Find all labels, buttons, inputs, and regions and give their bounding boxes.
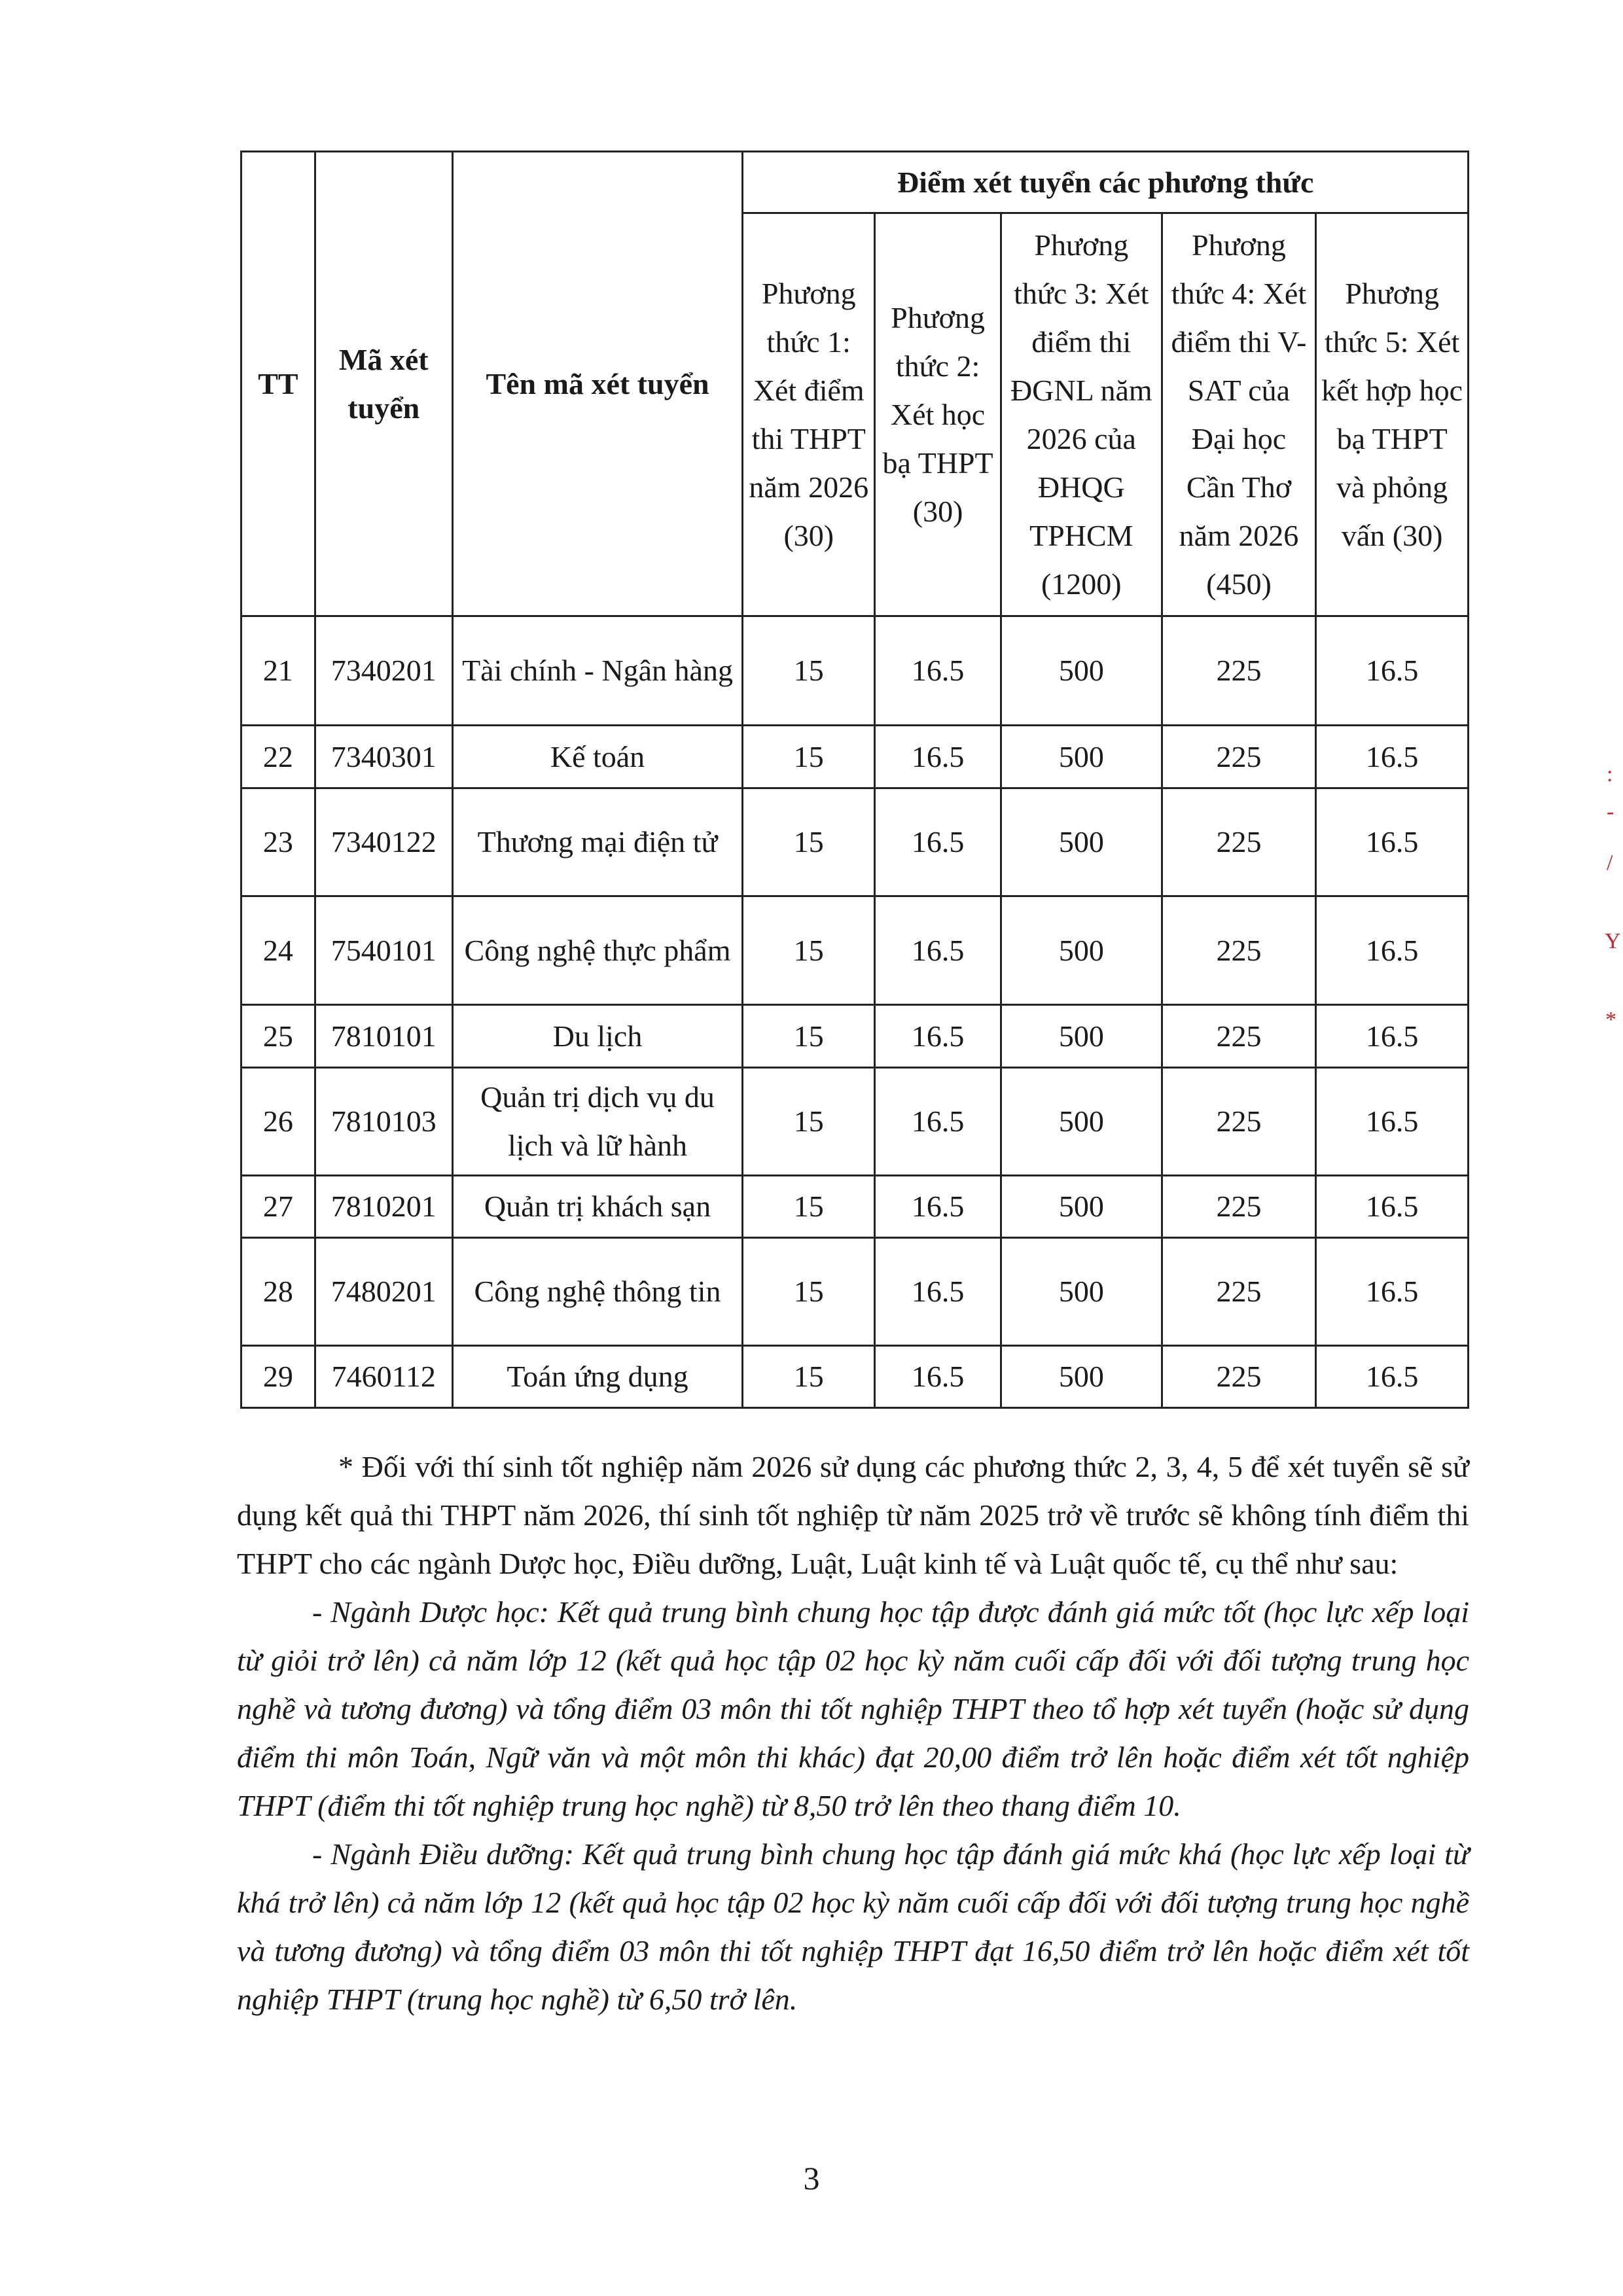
cell-tt: 28: [241, 1238, 315, 1346]
cell-p3: 500: [1001, 726, 1162, 788]
table-row: [241, 896, 1469, 1005]
cell-p2: 16.5: [875, 1068, 1001, 1176]
cell-p4: 225: [1162, 896, 1316, 1005]
header-method-3: Phương thức 3: Xét điểm thi ĐGNL năm 2026 của ĐHQG TPHCM (1200): [1001, 213, 1162, 616]
cell-p5: 16.5: [1316, 726, 1469, 788]
cell-ma: 7340201: [315, 616, 452, 726]
cell-p1: 15: [743, 1068, 875, 1176]
cell-p1: 15: [743, 1176, 875, 1238]
scan-mark-decoration: *: [1605, 1008, 1616, 1032]
notes-section: [237, 1443, 1469, 2024]
cell-p1: 15: [743, 616, 875, 726]
cell-ten: Quản trị khách sạn: [452, 1176, 743, 1238]
cell-p4: 225: [1162, 1068, 1316, 1176]
cell-p2: 16.5: [875, 788, 1001, 896]
cell-p2: 16.5: [875, 616, 1001, 726]
cell-ma: 7460112: [315, 1346, 452, 1408]
table-row: [241, 1176, 1469, 1238]
cell-ma: 7810201: [315, 1176, 452, 1238]
cell-p4: 225: [1162, 1005, 1316, 1068]
header-ten-ma-xet-tuyen: Tên mã xét tuyển: [452, 152, 743, 616]
cell-tt: 24: [241, 896, 315, 1005]
cell-p3: 500: [1001, 616, 1162, 726]
table-row: [241, 1346, 1469, 1408]
cell-p1: 15: [743, 1005, 875, 1068]
cell-p1: 15: [743, 1346, 875, 1408]
cell-p3: 500: [1001, 1346, 1162, 1408]
cell-p3: 500: [1001, 896, 1162, 1005]
cell-p5: 16.5: [1316, 788, 1469, 896]
cell-p3: 500: [1001, 1176, 1162, 1238]
cell-p5: 16.5: [1316, 1238, 1469, 1346]
cell-p2: 16.5: [875, 1238, 1001, 1346]
cell-p5: 16.5: [1316, 1068, 1469, 1176]
cell-ten: Toán ứng dụng: [452, 1346, 743, 1408]
header-tt: TT: [241, 152, 315, 616]
cell-p1: 15: [743, 896, 875, 1005]
cell-p5: 16.5: [1316, 1346, 1469, 1408]
cell-p2: 16.5: [875, 726, 1001, 788]
cell-p4: 225: [1162, 616, 1316, 726]
table-row: [241, 616, 1469, 726]
cell-tt: 23: [241, 788, 315, 896]
cell-ma: 7340122: [315, 788, 452, 896]
cell-p3: 500: [1001, 1068, 1162, 1176]
cell-p2: 16.5: [875, 1005, 1001, 1068]
admission-score-table: [240, 150, 1469, 1409]
cell-tt: 25: [241, 1005, 315, 1068]
header-method-4: Phương thức 4: Xét điểm thi V-SAT của Đại học Cần Thơ năm 2026 (450): [1162, 213, 1316, 616]
cell-p3: 500: [1001, 1238, 1162, 1346]
cell-ma: 7810101: [315, 1005, 452, 1068]
table-row: [241, 788, 1469, 896]
cell-ma: 7340301: [315, 726, 452, 788]
cell-ten: Kế toán: [452, 726, 743, 788]
page-number: 3: [803, 2160, 820, 2197]
notes-intro-paragraph: * Đối với thí sinh tốt nghiệp năm 2026 sử dụng các phương thức 2, 3, 4, 5 để xét tuyển sẽ sử dụng kết quả thi THPT năm 2026, thí sinh tốt nghiệp từ năm 2025 trở về trước sẽ không tính điểm thi THPT cho các ngành Dược học, Điều dưỡng, Luật, Luật kinh tế và Luật quốc tế, cụ thể như sau:: [237, 1450, 1469, 1580]
header-method-2: Phương thức 2: Xét học bạ THPT (30): [875, 213, 1001, 616]
cell-p5: 16.5: [1316, 616, 1469, 726]
cell-p3: 500: [1001, 1005, 1162, 1068]
header-method-1: Phương thức 1: Xét điểm thi THPT năm 2026 (30): [743, 213, 875, 616]
cell-p4: 225: [1162, 1176, 1316, 1238]
cell-p1: 15: [743, 788, 875, 896]
note-dieu-duong: - Ngành Điều dưỡng: Kết quả trung bình chung học tập đánh giá mức khá (học lực xếp loại từ khá trở lên) cả năm lớp 12 (kết quả học tập 02 học kỳ năm cuối cấp đối với đối tượng trung học nghề và tương đương) và tổng điểm 03 môn thi tốt nghiệp THPT đạt 16,50 điểm trở lên hoặc điểm xét tốt nghiệp THPT (trung học nghề) từ 6,50 trở lên.: [237, 1837, 1469, 2016]
cell-p2: 16.5: [875, 1176, 1001, 1238]
cell-ten: Quản trị dịch vụ du lịch và lữ hành: [452, 1068, 743, 1176]
cell-ma: 7540101: [315, 896, 452, 1005]
cell-ten: Công nghệ thông tin: [452, 1238, 743, 1346]
cell-p4: 225: [1162, 1346, 1316, 1408]
cell-ma: 7810103: [315, 1068, 452, 1176]
header-diem-xet-tuyen: Điểm xét tuyển các phương thức: [743, 152, 1469, 213]
table-row: [241, 1068, 1469, 1176]
cell-tt: 29: [241, 1346, 315, 1408]
cell-p5: 16.5: [1316, 1005, 1469, 1068]
table-row: [241, 726, 1469, 788]
table-row: [241, 1238, 1469, 1346]
cell-ten: Du lịch: [452, 1005, 743, 1068]
cell-p4: 225: [1162, 788, 1316, 896]
scan-mark-decoration: :: [1607, 762, 1613, 786]
cell-p1: 15: [743, 726, 875, 788]
cell-p2: 16.5: [875, 1346, 1001, 1408]
cell-p2: 16.5: [875, 896, 1001, 1005]
cell-tt: 26: [241, 1068, 315, 1176]
cell-ten: Thương mại điện tử: [452, 788, 743, 896]
cell-tt: 21: [241, 616, 315, 726]
scan-mark-decoration: Y: [1605, 929, 1621, 953]
cell-ten: Tài chính - Ngân hàng: [452, 616, 743, 726]
note-duoc-hoc: - Ngành Dược học: Kết quả trung bình chung học tập được đánh giá mức tốt (học lực xếp loại từ giỏi trở lên) cả năm lớp 12 (kết quả học tập 02 học kỳ năm cuối cấp đối với đối tượng trung học nghề và tương đương) và tổng điểm 03 môn thi tốt nghiệp THPT theo tổ hợp xét tuyển (hoặc sử dụng điểm thi môn Toán, Ngữ văn và một môn thi khác) đạt 20,00 điểm trở lên hoặc điểm xét tốt nghiệp THPT (điểm thi tốt nghiệp trung học nghề) từ 8,50 trở lên theo thang điểm 10.: [237, 1595, 1469, 1822]
cell-tt: 27: [241, 1176, 315, 1238]
cell-p4: 225: [1162, 1238, 1316, 1346]
cell-p4: 225: [1162, 726, 1316, 788]
header-method-5: Phương thức 5: Xét kết hợp học bạ THPT và phỏng vấn (30): [1316, 213, 1469, 616]
cell-ten: Công nghệ thực phẩm: [452, 896, 743, 1005]
cell-ma: 7480201: [315, 1238, 452, 1346]
scan-mark-decoration: /: [1607, 851, 1613, 875]
table-row: [241, 1005, 1469, 1068]
scan-mark-decoration: -: [1607, 800, 1614, 824]
cell-p3: 500: [1001, 788, 1162, 896]
header-ma-xet-tuyen: Mã xét tuyển: [315, 152, 452, 616]
cell-p1: 15: [743, 1238, 875, 1346]
cell-tt: 22: [241, 726, 315, 788]
cell-p5: 16.5: [1316, 896, 1469, 1005]
cell-p5: 16.5: [1316, 1176, 1469, 1238]
